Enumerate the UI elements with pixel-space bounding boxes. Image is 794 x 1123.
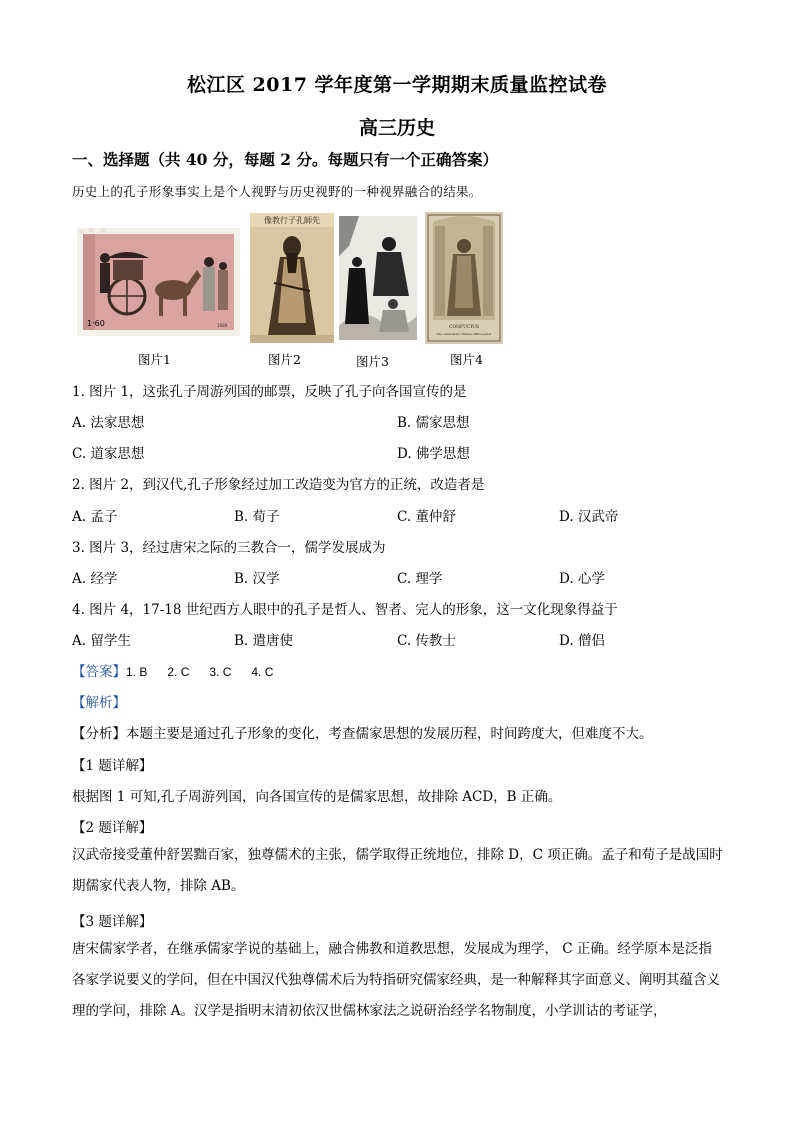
- question-1-stem: 1. 图片 1，这张孔子周游列国的邮票，反映了孔子向各国宣传的是: [72, 384, 467, 400]
- question-3-option-d: D. 心学: [559, 571, 605, 587]
- detail-2-text: 汉武帝接受董仲舒罢黜百家，独尊儒术的主张，儒学取得正统地位，排除 D，C 项正确。孟子和荀子是战国时期儒家代表人物，排除 AB。: [72, 847, 723, 894]
- question-4-option-a: A. 留学生: [72, 633, 131, 649]
- question-2-option-a: A. 孟子: [72, 509, 118, 525]
- question-3-option-c: C. 理学: [397, 571, 443, 587]
- detail-2-label: 【2 题详解】: [72, 820, 153, 836]
- question-2-option-d: D. 汉武帝: [559, 509, 619, 525]
- question-4-option-b: B. 遣唐使: [234, 633, 294, 649]
- question-1-option-a: A. 法家思想: [72, 415, 145, 431]
- question-1-option-b: B. 儒家思想: [397, 415, 470, 431]
- figure-4-engraving: [425, 212, 503, 344]
- analysis-heading: 【解析】: [72, 695, 126, 711]
- figure-2-caption: 图片2: [268, 352, 301, 367]
- question-2-stem: 2. 图片 2，到汉代,孔子形象经过加工改造变为官方的正统，改造者是: [72, 477, 485, 493]
- three-teachings-illustration: [339, 216, 417, 340]
- answer-line: [72, 660, 273, 680]
- question-1-option-c: C. 道家思想: [72, 446, 145, 462]
- figure-1-stamp: [77, 228, 240, 336]
- exam-title: 松江区 2017 学年度第一学期期末质量监控试卷: [186, 74, 608, 96]
- stamp-denomination: 1·60: [87, 319, 105, 328]
- analysis-text: 本题主要是通过孔子形象的变化，考查儒家思想的发展历程，时间跨度大，但难度不大。: [126, 726, 653, 742]
- detail-1-text: 根据图 1 可知,孔子周游列国，向各国宣传的是儒家思想，故排除 ACD，B 正确。: [72, 789, 562, 805]
- detail-3-label: 【3 题详解】: [72, 914, 153, 930]
- figure-3-painting: [339, 216, 417, 340]
- answer-values: 1. B 2. C 3. C 4. C: [126, 665, 274, 679]
- confucius-portrait-illustration: [250, 213, 334, 343]
- detail-1-label: 【1 题详解】: [72, 758, 153, 774]
- figure-2-portrait: [250, 213, 334, 343]
- question-2-option-c: C. 董仲舒: [397, 509, 456, 525]
- figure-1-caption: 图片1: [138, 352, 171, 367]
- figure-4-caption: 图片4: [450, 352, 483, 367]
- question-4-stem: 4. 图片 4，17-18 世纪西方人眼中的孔子是哲人、智者、完人的形象，这一文化现象得益于: [72, 602, 618, 618]
- question-3-option-a: A. 经学: [72, 571, 118, 587]
- question-3-option-b: B. 汉学: [234, 571, 280, 587]
- question-1-option-d: D. 佛学思想: [397, 446, 470, 462]
- detail-3-text: 唐宋儒家学者，在继承儒家学说的基础上，融合佛教和道教思想，发展成为理学， C 正确。经学原本是泛指各家学说要义的学问，但在中国汉代独尊儒术后为特指研究儒家经典，是一种解释其字面意义、阐明其蕴含义理的学问，排除 A。汉学是指明末清初依汉世儒林家法之说研治经学名物制度，小学训诂的考证学，: [72, 941, 720, 1019]
- stamp-year: 1989: [217, 323, 228, 328]
- intro-text: 历史上的孔子形象事实上是个人视野与历史视野的一种视界融合的结果。: [72, 184, 482, 199]
- analysis-label: 【分析】: [72, 726, 126, 742]
- engraving-plate-subtitle: The celebrated Chinese Philosopher: [436, 332, 492, 336]
- engraving-plate-title: CONFUCIUS: [448, 325, 480, 330]
- question-4-option-c: C. 传教士: [397, 633, 456, 649]
- question-4-option-d: D. 僧侣: [559, 633, 605, 649]
- figure-3-caption: 图片3: [356, 354, 389, 369]
- western-engraving-illustration: [425, 212, 503, 344]
- question-3-stem: 3. 图片 3，经过唐宋之际的三教合一，儒学发展成为: [72, 540, 386, 556]
- question-2-option-b: B. 荀子: [234, 509, 280, 525]
- analysis-line: [72, 722, 653, 742]
- section-heading: 一、选择题（共 40 分，每题 2 分。每题只有一个正确答案）: [72, 150, 498, 169]
- stamp-illustration: [77, 228, 240, 336]
- portrait-banner: 像教行子孔師先: [264, 216, 320, 225]
- answer-label: 【答案】: [72, 664, 126, 680]
- exam-subtitle: 高三历史: [358, 117, 435, 139]
